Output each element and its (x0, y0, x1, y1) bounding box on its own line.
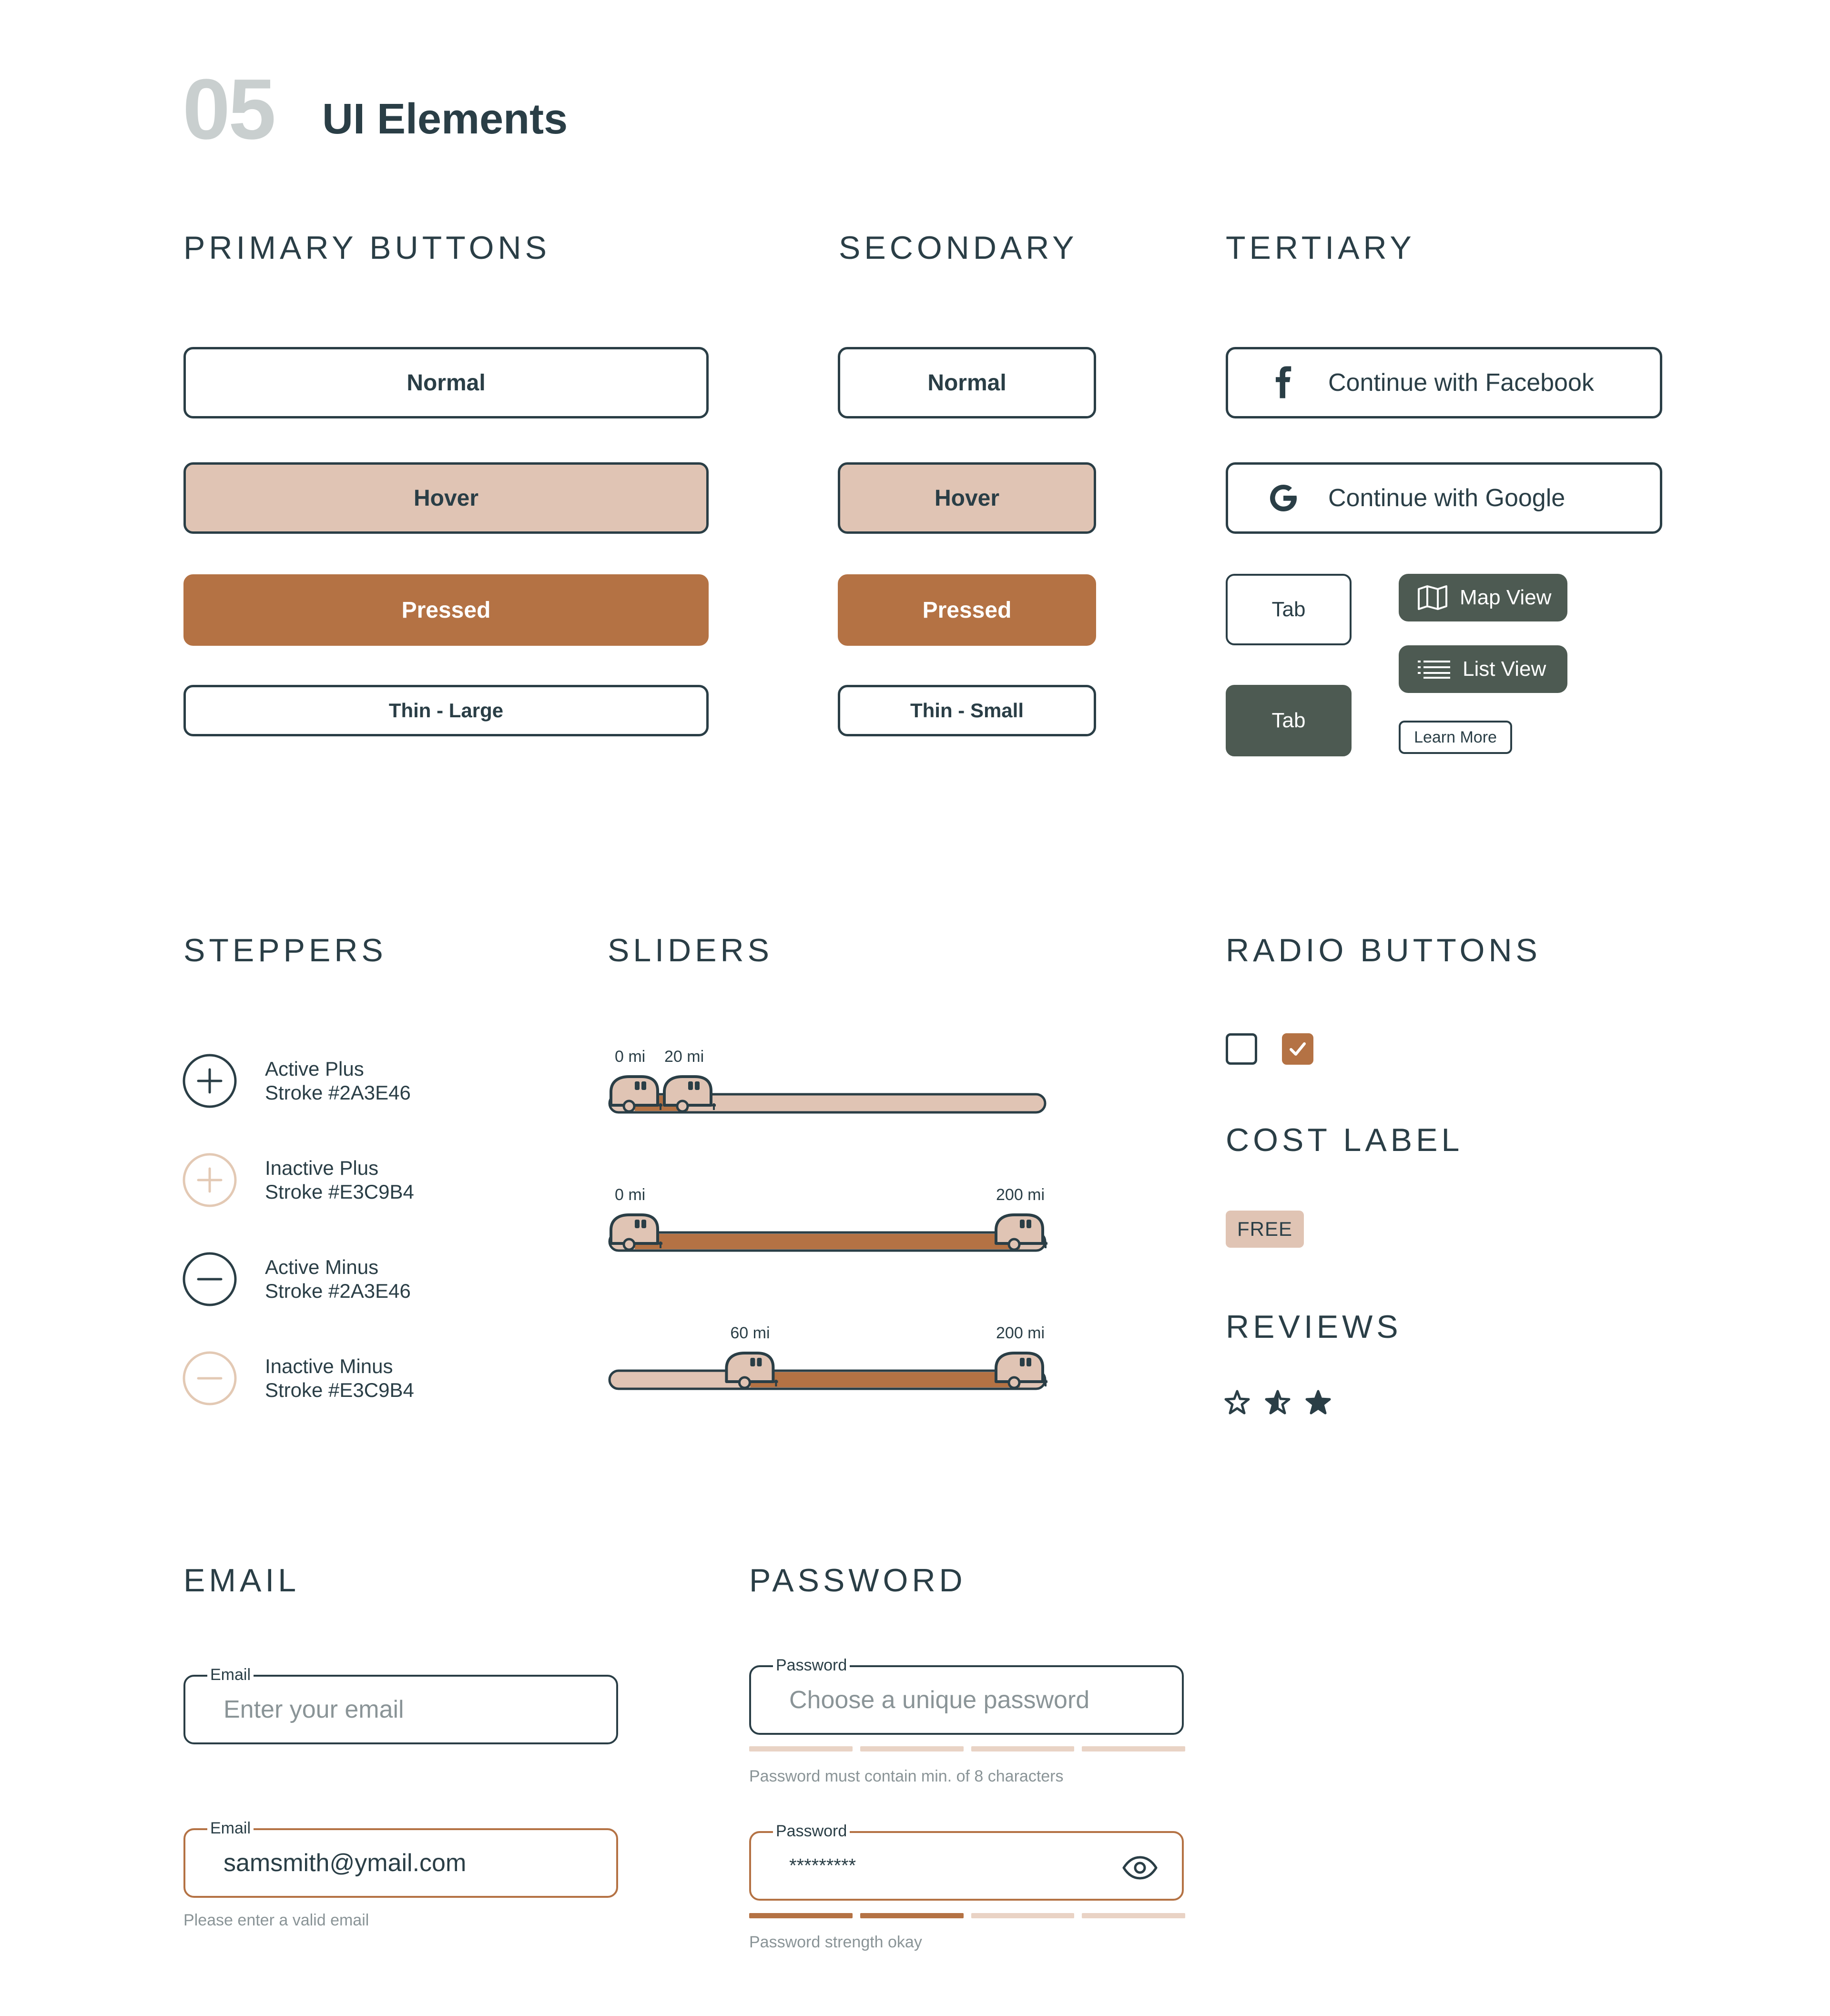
tab-active[interactable]: Tab (1226, 685, 1352, 756)
star-icon (1266, 1391, 1289, 1413)
strength-segment (1082, 1913, 1185, 1918)
stepper-label (265, 1354, 414, 1402)
list-view-label: List View (1463, 657, 1546, 681)
secondary-title: SECONDARY (839, 230, 1078, 266)
trailer-icon[interactable] (726, 1353, 778, 1388)
strength-segment (971, 1913, 1075, 1918)
password-placeholder: Choose a unique password (789, 1686, 1090, 1714)
email-value: samsmith@ymail.com (224, 1849, 467, 1877)
range-slider[interactable] (608, 1315, 1047, 1411)
slider-max-label: 200 mi (996, 1186, 1045, 1204)
stepper-row (182, 1252, 411, 1307)
google-button[interactable] (1226, 462, 1662, 534)
secondary-pressed-button[interactable]: Pressed (838, 574, 1096, 646)
slider-range-fill (750, 1372, 1020, 1387)
page-title: UI Elements (322, 95, 568, 143)
range-slider[interactable] (608, 1177, 1047, 1273)
google-icon (1269, 481, 1298, 515)
stepper-row (182, 1152, 414, 1208)
password-strength-meter-empty (749, 1746, 1185, 1751)
facebook-button[interactable] (1226, 347, 1662, 418)
password-field-filled[interactable] (749, 1822, 1184, 1901)
facebook-icon (1269, 366, 1298, 399)
radio-buttons-title: RADIO BUTTONS (1226, 932, 1541, 968)
learn-more-button[interactable]: Learn More (1399, 721, 1512, 754)
map-view-button[interactable] (1399, 574, 1567, 621)
checkbox-unchecked[interactable] (1226, 1033, 1257, 1065)
password-strength-meter (749, 1913, 1185, 1918)
email-error-text: Please enter a valid email (183, 1911, 369, 1929)
trailer-icon[interactable] (611, 1077, 662, 1111)
email-title: EMAIL (183, 1562, 300, 1599)
steppers-title: STEPPERS (183, 932, 387, 968)
minus-icon[interactable] (182, 1351, 237, 1406)
slider-min-label: 0 mi (615, 1048, 646, 1066)
cost-label-title: COST LABEL (1226, 1122, 1464, 1158)
stepper-label-line: Inactive Minus (265, 1355, 393, 1377)
slider-min-label: 60 mi (730, 1324, 770, 1342)
strength-segment (1082, 1746, 1185, 1751)
stepper-label (265, 1156, 414, 1204)
google-button-label: Continue with Google (1328, 484, 1566, 512)
minus-icon[interactable] (182, 1252, 237, 1307)
stepper-label (265, 1057, 411, 1105)
primary-buttons-title: PRIMARY BUTTONS (183, 230, 550, 266)
trailer-icon[interactable] (664, 1077, 716, 1111)
password-title: PASSWORD (749, 1562, 966, 1599)
trailer-icon[interactable] (996, 1353, 1047, 1388)
strength-segment (971, 1746, 1075, 1751)
slider-min-label: 0 mi (615, 1186, 646, 1204)
stepper-label (265, 1255, 411, 1303)
strength-segment (860, 1913, 964, 1918)
stepper-row (182, 1351, 414, 1406)
stepper-list (182, 1053, 563, 1415)
email-placeholder: Enter your email (224, 1696, 404, 1723)
stepper-label-line: Stroke #E3C9B4 (265, 1379, 414, 1401)
password-strength-text: Password strength okay (749, 1933, 922, 1951)
password-field[interactable] (749, 1656, 1184, 1735)
stepper-label-line: Inactive Plus (265, 1157, 379, 1179)
strength-segment (749, 1913, 853, 1918)
plus-icon[interactable] (182, 1053, 237, 1109)
password-value: ********* (789, 1855, 856, 1876)
email-field-label: Email (207, 1664, 254, 1685)
map-icon (1417, 584, 1448, 611)
review-stars (1224, 1389, 1338, 1418)
slider-max-label: 200 mi (996, 1324, 1045, 1342)
strength-segment (860, 1746, 964, 1751)
slider-group (608, 1039, 1047, 1420)
stepper-label-line: Active Plus (265, 1058, 364, 1080)
email-field-label-2: Email (207, 1818, 254, 1839)
map-view-label: Map View (1460, 586, 1552, 609)
list-icon (1417, 660, 1451, 679)
star-icon (1226, 1391, 1249, 1413)
primary-thin-large-button[interactable]: Thin - Large (183, 685, 709, 736)
stepper-row (182, 1053, 411, 1109)
plus-icon[interactable] (182, 1152, 237, 1208)
list-view-button[interactable] (1399, 645, 1567, 693)
sliders-title: SLIDERS (608, 932, 773, 968)
tab-inactive[interactable]: Tab (1226, 574, 1352, 645)
password-field-label-2: Password (773, 1821, 850, 1842)
strength-segment (749, 1746, 853, 1751)
password-hint-text: Password must contain min. of 8 characters (749, 1767, 1064, 1785)
primary-normal-button[interactable]: Normal (183, 347, 709, 418)
check-icon (1289, 1042, 1306, 1056)
tertiary-title: TERTIARY (1226, 230, 1415, 266)
stepper-label-line: Stroke #2A3E46 (265, 1280, 411, 1302)
stepper-label-line: Stroke #2A3E46 (265, 1081, 411, 1104)
secondary-thin-small-button[interactable]: Thin - Small (838, 685, 1096, 736)
secondary-normal-button[interactable]: Normal (838, 347, 1096, 418)
slider-range-fill (635, 1234, 1020, 1249)
secondary-hover-button[interactable]: Hover (838, 462, 1096, 534)
stepper-label-line: Active Minus (265, 1256, 379, 1278)
email-field-error[interactable] (183, 1819, 618, 1898)
eye-icon[interactable] (1122, 1855, 1158, 1880)
password-field-label: Password (773, 1655, 850, 1676)
facebook-button-label: Continue with Facebook (1328, 369, 1594, 397)
stepper-label-line: Stroke #E3C9B4 (265, 1181, 414, 1203)
primary-hover-button[interactable]: Hover (183, 462, 709, 534)
section-number: 05 (183, 61, 274, 157)
trailer-icon[interactable] (996, 1215, 1047, 1250)
reviews-title: REVIEWS (1226, 1309, 1402, 1345)
cost-badge: FREE (1226, 1211, 1304, 1248)
trailer-icon[interactable] (611, 1215, 662, 1250)
star-icon (1307, 1391, 1330, 1413)
slider-max-label: 20 mi (664, 1048, 704, 1066)
primary-pressed-button[interactable]: Pressed (183, 574, 709, 646)
checkbox-checked[interactable] (1282, 1033, 1313, 1065)
email-field[interactable] (183, 1666, 618, 1744)
